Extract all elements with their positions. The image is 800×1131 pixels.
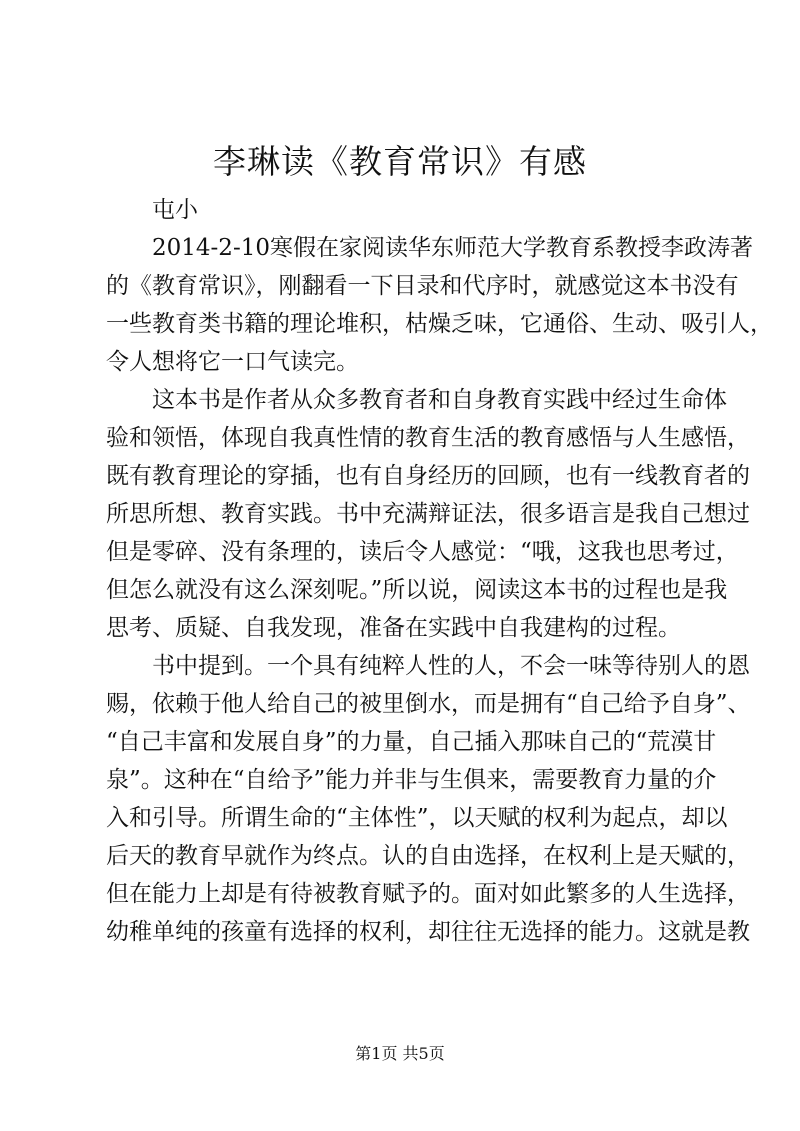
paragraph-3-line-3: “自己丰富和发展自身”的力量，自己插入那味自己的“荒漠甘 [106, 729, 717, 755]
paragraph-2-line-1: 这本书是作者从众多教育者和自身教育实践中经过生命体 [152, 387, 727, 413]
author-name: 屯小 [152, 197, 198, 223]
paragraph-3-line-5: 入和引导。所谓生命的“主体性”，以天赋的权利为起点，却以 [106, 805, 728, 831]
page-title: 李琳读《教育常识》有感 [213, 142, 587, 181]
paragraph-2-line-2: 验和领悟，体现自我真性情的教育生活的教育感悟与人生感悟， [106, 425, 750, 451]
paragraph-1-line-1: 2014-2-10寒假在家阅读华东师范大学教育系教授李政涛著 [152, 235, 753, 261]
paragraph-3-line-7: 但在能力上却是有待被教育赋予的。面对如此繁多的人生选择， [106, 881, 750, 907]
paragraph-1-line-3: 一些教育类书籍的理论堆积，枯燥乏味，它通俗、生动、吸引人， [106, 311, 773, 337]
page-number-footer: 第1页 共5页 [355, 1044, 445, 1063]
paragraph-3-line-6: 后天的教育早就作为终点。认的自由选择，在权利上是天赋的， [106, 843, 750, 869]
paragraph-2-line-4: 所思所想、教育实践。书中充满辩证法，很多语言是我自己想过 [106, 501, 750, 527]
paragraph-2-line-7: 思考、质疑、自我发现，准备在实践中自我建构的过程。 [106, 615, 681, 641]
paragraph-3-line-8: 幼稚单纯的孩童有选择的权利，却往往无选择的能力。这就是教 [106, 919, 750, 945]
paragraph-3-line-2: 赐，依赖于他人给自己的被里倒水，而是拥有“自己给予自身”、 [106, 691, 751, 717]
paragraph-1-line-2: 的《教育常识》，刚翻看一下目录和代序时，就感觉这本书没有 [106, 273, 739, 299]
paragraph-3-line-1: 书中提到。一个具有纯粹人性的人，不会一味等待别人的恩 [152, 653, 750, 679]
paragraph-1-line-4: 令人想将它一口气读完。 [106, 349, 359, 375]
article-body [106, 191, 773, 951]
paragraph-2-line-5: 但是零碎、没有条理的，读后令人感觉：“哦，这我也思考过， [106, 539, 739, 565]
paragraph-2-line-3: 既有教育理论的穿插，也有自身经历的回顾，也有一线教育者的 [106, 463, 750, 489]
paragraph-3-line-4: 泉”。这种在“自给予”能力并非与生俱来，需要教育力量的介 [106, 767, 717, 793]
paragraph-2-line-6: 但怎么就没有这么深刻呢。”所以说，阅读这本书的过程也是我 [106, 577, 728, 603]
